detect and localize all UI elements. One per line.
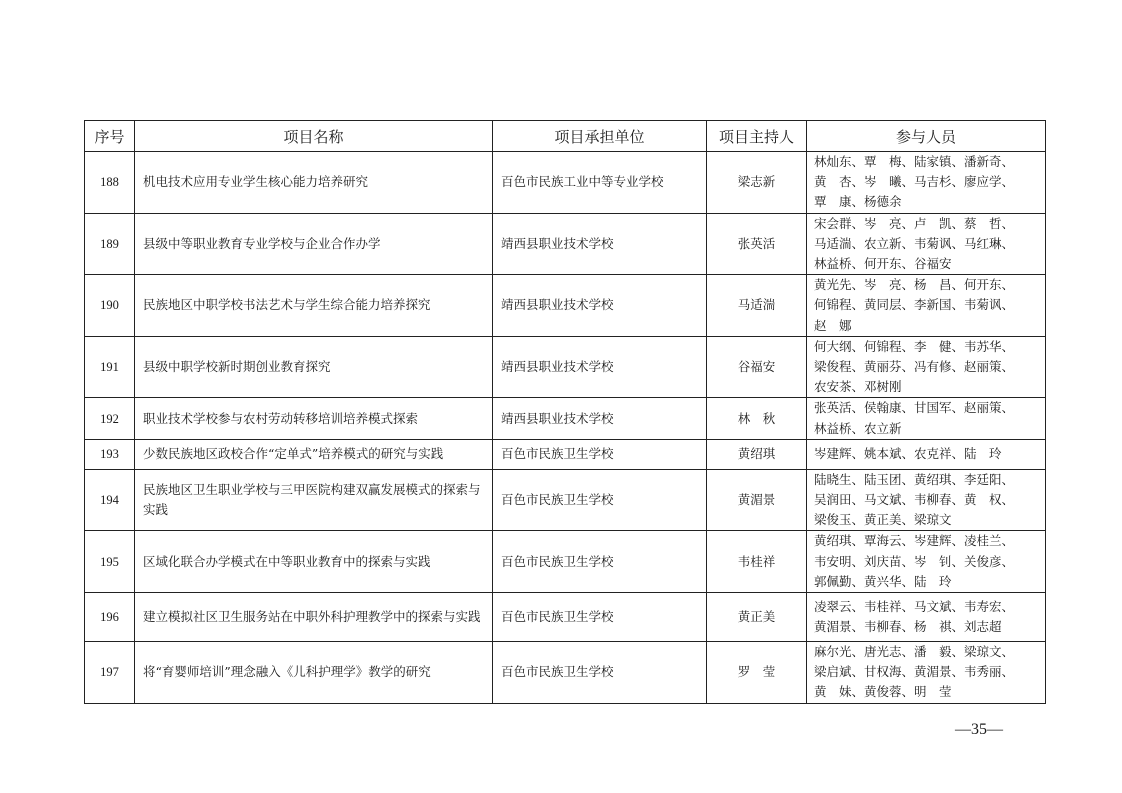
table-row xyxy=(85,275,1046,337)
row-participants xyxy=(807,439,1046,469)
row-host: 马适湍 xyxy=(707,275,807,337)
row-number: 189 xyxy=(85,213,135,275)
row-number: 194 xyxy=(85,469,135,531)
row-project-name: 县级中职学校新时期创业教育探究 xyxy=(135,336,493,398)
page-number: —35— xyxy=(955,721,1003,738)
row-host: 罗 莹 xyxy=(707,642,807,704)
row-unit: 百色市民族卫生学校 xyxy=(493,439,707,469)
row-participants xyxy=(807,275,1046,337)
participant-line: 梁启斌、甘权海、黄湄景、韦秀丽、 xyxy=(814,664,1015,680)
row-number: 197 xyxy=(85,642,135,704)
project-table xyxy=(84,120,1046,704)
row-project-name: 机电技术应用专业学生核心能力培养研究 xyxy=(135,152,493,214)
table-row xyxy=(85,593,1046,642)
row-host: 黄湄景 xyxy=(707,469,807,531)
row-host: 梁志新 xyxy=(707,152,807,214)
row-unit: 百色市民族卫生学校 xyxy=(493,642,707,704)
participant-line: 何锦程、黄同层、李新国、韦菊讽、 xyxy=(814,297,1015,313)
row-host: 林 秋 xyxy=(707,398,807,439)
participant-line: 农安茶、邓树刚 xyxy=(814,379,902,395)
row-project-name: 职业技术学校参与农村劳动转移培训培养模式探索 xyxy=(135,398,493,439)
table-row xyxy=(85,439,1046,469)
row-project-name: 县级中等职业教育专业学校与企业合作办学 xyxy=(135,213,493,275)
row-number: 193 xyxy=(85,439,135,469)
participant-line: 何大纲、何锦程、李 健、韦苏华、 xyxy=(814,338,1015,354)
row-host: 黄绍琪 xyxy=(707,439,807,469)
row-project-name: 建立模拟社区卫生服务站在中职外科护理教学中的探索与实践 xyxy=(135,593,493,642)
row-number: 188 xyxy=(85,152,135,214)
row-unit: 靖西县职业技术学校 xyxy=(493,398,707,439)
participant-line: 韦安明、刘庆苗、岑 钊、关俊彦、 xyxy=(814,553,1015,569)
header-participants: 参与人员 xyxy=(807,121,1046,152)
row-host: 韦桂祥 xyxy=(707,531,807,593)
row-participants xyxy=(807,213,1046,275)
row-host: 黄正美 xyxy=(707,593,807,642)
row-host: 张英活 xyxy=(707,213,807,275)
row-number: 190 xyxy=(85,275,135,337)
row-number: 191 xyxy=(85,336,135,398)
row-host: 谷福安 xyxy=(707,336,807,398)
row-number: 196 xyxy=(85,593,135,642)
participant-line: 凌翠云、韦桂祥、马文斌、韦寿宏、 xyxy=(814,598,1015,614)
participant-line: 黄 妹、黄俊蓉、明 莹 xyxy=(814,684,952,700)
row-number: 195 xyxy=(85,531,135,593)
participant-line: 赵 娜 xyxy=(814,317,852,333)
table-row xyxy=(85,336,1046,398)
row-participants xyxy=(807,531,1046,593)
row-participants xyxy=(807,593,1046,642)
header-project-name: 项目名称 xyxy=(135,121,493,152)
participant-line: 麻尔光、唐光志、潘 毅、梁琼文、 xyxy=(814,644,1015,660)
header-undertaking-unit: 项目承担单位 xyxy=(493,121,707,152)
row-project-name: 民族地区卫生职业学校与三甲医院构建双赢发展模式的探索与实践 xyxy=(135,469,493,531)
table-row xyxy=(85,213,1046,275)
participant-line: 郭佩勤、黄兴华、陆 玲 xyxy=(814,573,952,589)
row-unit: 百色市民族卫生学校 xyxy=(493,469,707,531)
participant-line: 马适湍、农立新、韦菊讽、马红琳、 xyxy=(814,235,1015,251)
row-unit: 靖西县职业技术学校 xyxy=(493,336,707,398)
row-project-name: 将“育婴师培训”理念融入《儿科护理学》教学的研究 xyxy=(135,642,493,704)
row-unit: 靖西县职业技术学校 xyxy=(493,275,707,337)
row-project-name: 民族地区中职学校书法艺术与学生综合能力培养探究 xyxy=(135,275,493,337)
row-participants xyxy=(807,398,1046,439)
participant-line: 梁俊程、黄丽芬、冯有修、赵丽策、 xyxy=(814,359,1015,375)
participant-line: 黄 杏、岑 曦、马吉杉、廖应学、 xyxy=(814,174,1015,190)
row-participants xyxy=(807,469,1046,531)
row-unit: 百色市民族卫生学校 xyxy=(493,593,707,642)
participant-line: 梁俊玉、黄正美、梁琼文 xyxy=(814,512,952,528)
row-participants xyxy=(807,642,1046,704)
participant-line: 黄绍琪、覃海云、岑建辉、凌桂兰、 xyxy=(814,533,1015,549)
table-row xyxy=(85,531,1046,593)
participant-line: 覃 康、杨德余 xyxy=(814,194,902,210)
table-row xyxy=(85,152,1046,214)
row-unit: 百色市民族卫生学校 xyxy=(493,531,707,593)
participant-line: 黄光先、岑 亮、杨 昌、何开东、 xyxy=(814,277,1015,293)
participant-line: 张英活、侯翰康、甘国军、赵丽策、 xyxy=(814,400,1015,416)
header-project-host: 项目主持人 xyxy=(707,121,807,152)
row-unit: 百色市民族工业中等专业学校 xyxy=(493,152,707,214)
row-project-name: 少数民族地区政校合作“定单式”培养模式的研究与实践 xyxy=(135,439,493,469)
row-participants xyxy=(807,152,1046,214)
table-row xyxy=(85,398,1046,439)
table-row xyxy=(85,469,1046,531)
participant-line: 黄湄景、韦柳春、杨 祺、刘志超 xyxy=(814,619,1002,635)
participant-line: 岑建辉、姚本斌、农克祥、陆 玲 xyxy=(814,446,1002,462)
row-number: 192 xyxy=(85,398,135,439)
participant-line: 陆晓生、陆玉团、黄绍琪、李廷阳、 xyxy=(814,471,1015,487)
row-project-name: 区域化联合办学模式在中等职业教育中的探索与实践 xyxy=(135,531,493,593)
participant-line: 林益桥、农立新 xyxy=(814,420,902,436)
header-number: 序号 xyxy=(85,121,135,152)
participant-line: 吴润田、马文斌、韦柳春、黄 权、 xyxy=(814,492,1015,508)
row-unit: 靖西县职业技术学校 xyxy=(493,213,707,275)
participant-line: 林灿东、覃 梅、陆家镇、潘新奇、 xyxy=(814,154,1015,169)
participant-line: 宋会群、岑 亮、卢 凯、蔡 哲、 xyxy=(814,215,1015,231)
participant-line: 林益桥、何开东、谷福安 xyxy=(814,256,952,272)
table-header-row xyxy=(85,121,1046,152)
table-row xyxy=(85,642,1046,704)
row-participants xyxy=(807,336,1046,398)
